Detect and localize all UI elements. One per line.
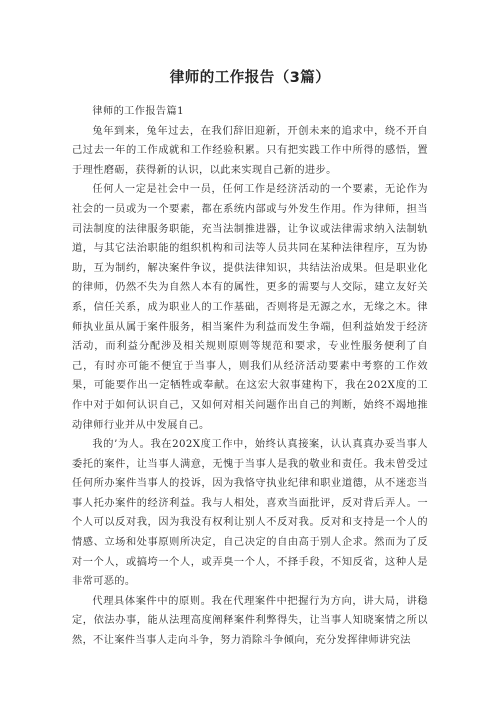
document-body — [72, 102, 428, 651]
paragraph: 代理具体案件中的原则。我在代理案件中把握行为方向，讲大局，讲稳定，依法办事，能从法理高度阐释案件利弊得失，让当事人知晓案情之所以然，不让案件当事人走向斗争，努力消除斗争倾向，充分发挥律师讲究法 — [72, 595, 428, 647]
paragraph: 兔年到来，兔年过去，在我们辞旧迎新，开创未来的追求中，绕不开自己过去一年的工作成就和工作经验积累。只有把实践工作中所得的感悟，置于理性磨砺，获得新的认识，以此来实现自己新的进步。 — [72, 125, 428, 176]
section-heading: 律师的工作报告篇1 — [92, 106, 184, 117]
paragraph: 我的’为人。我在202X度工作中，始终认真接案，认认真真办妥当事人委托的案件，让当事人满意，无愧于当事人是我的敬业和责任。我未曾受过任何所办案件当事人的投诉，因为我恪守执业纪律和职业道德，从不迷恋当事人托办案件的经济利益。我与人相处，喜欢当面批评，反对背后弄人。一个人可以反对我，因为我没有权利让别人不反对我。反对和支持是一个人的情感、立场和处事原则所决定，自己决定的自由高于别人企求。然而为了反对一个人，或搞垮一个人，或弄臭一个人，不择手段，不知反省，这种人是非常可恶的。 — [72, 439, 428, 588]
document-title: 律师的工作报告（3篇） — [169, 70, 331, 86]
paragraph: 任何人一定是社会中一员，任何工作是经济活动的一个要素，无论作为社会的一员或为一个要素，都在系统内部或与外发生作用。作为律师，担当司法制度的法律服务职能，充当法制推进器，让争议或法律需求纳入法制轨道，与其它法治职能的组织机构和司法等人员共同在某种法律程序，互为协助，互为制约，解决案件争议，提供法律知识，共结法治成果。但是职业化的律师，仍然不失为自然人本有的属性，更多的需要与人交际，建立友好关系，信任关系，成为职业人的工作基础，否则将是无源之水，无缘之木。律师执业虽从属于案件服务，相当案件为利益而发生争端，但利益始发于经济活动，而利益分配涉及相关规则原则等规范和要求，专业性服务便利了自己，有时亦可能不便宜于当事人，则我们从经济活动要素中考察的工作效果，可能要作出一定牺牲或奉献。在这宏大叙事建构下，我在202X度的工作中对于如何认识自己，又如何对相关问题作出自己的判断，始终不竭地推动律师行业并从中发展自己。 — [72, 184, 428, 431]
